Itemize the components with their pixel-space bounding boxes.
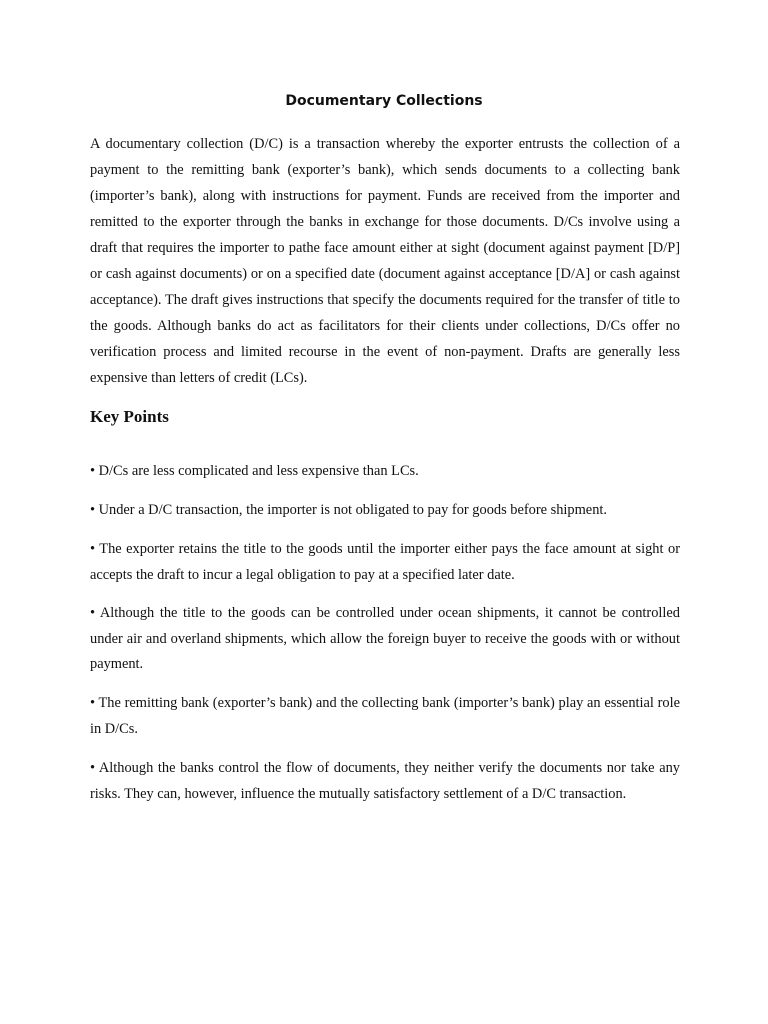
key-point-item: • D/Cs are less complicated and less expensive than LCs. bbox=[90, 463, 419, 479]
page-title: Documentary Collections bbox=[285, 93, 483, 109]
key-point-item: • Although the banks control the flow of documents, they neither verify the documents nor take any risks. They can, however, influence the mutually satisfactory settlement of a D/C transaction. bbox=[90, 760, 680, 802]
key-point-item: • The remitting bank (exporter’s bank) and the collecting bank (importer’s bank) play an essential role in D/Cs. bbox=[90, 695, 680, 737]
intro-paragraph: A documentary collection (D/C) is a transaction whereby the exporter entrusts the collection of a payment to the remitting bank (exporter’s bank), which sends documents to a collecting bank (importer’s bank), along with instructions for payment. Funds are received from the importer and remitted to the exporter through the banks in exchange for those documents. D/Cs involve using a draft that requires the importer to pathe face amount either at sight (document against payment [D/P] or cash against documents) or on a specified date (document against acceptance [D/A] or cash against acceptance). The draft gives instructions that specify the documents required for the transfer of title to the goods. Although banks do act as facilitators for their clients under collections, D/Cs offer no verification process and limited recourse in the event of non-payment. Drafts are generally less expensive than letters of credit (LCs). bbox=[90, 136, 680, 386]
key-point-item: • Although the title to the goods can be controlled under ocean shipments, it cannot be controlled under air and overland shipments, which allow the foreign buyer to receive the goods with or without payment. bbox=[90, 605, 680, 672]
key-point-item: • Under a D/C transaction, the importer is not obligated to pay for goods before shipment. bbox=[90, 502, 607, 518]
key-point-item: • The exporter retains the title to the goods until the importer either pays the face amount at sight or accepts the draft to incur a legal obligation to pay at a specified later date. bbox=[90, 541, 680, 583]
key-points-heading: Key Points bbox=[90, 407, 169, 426]
